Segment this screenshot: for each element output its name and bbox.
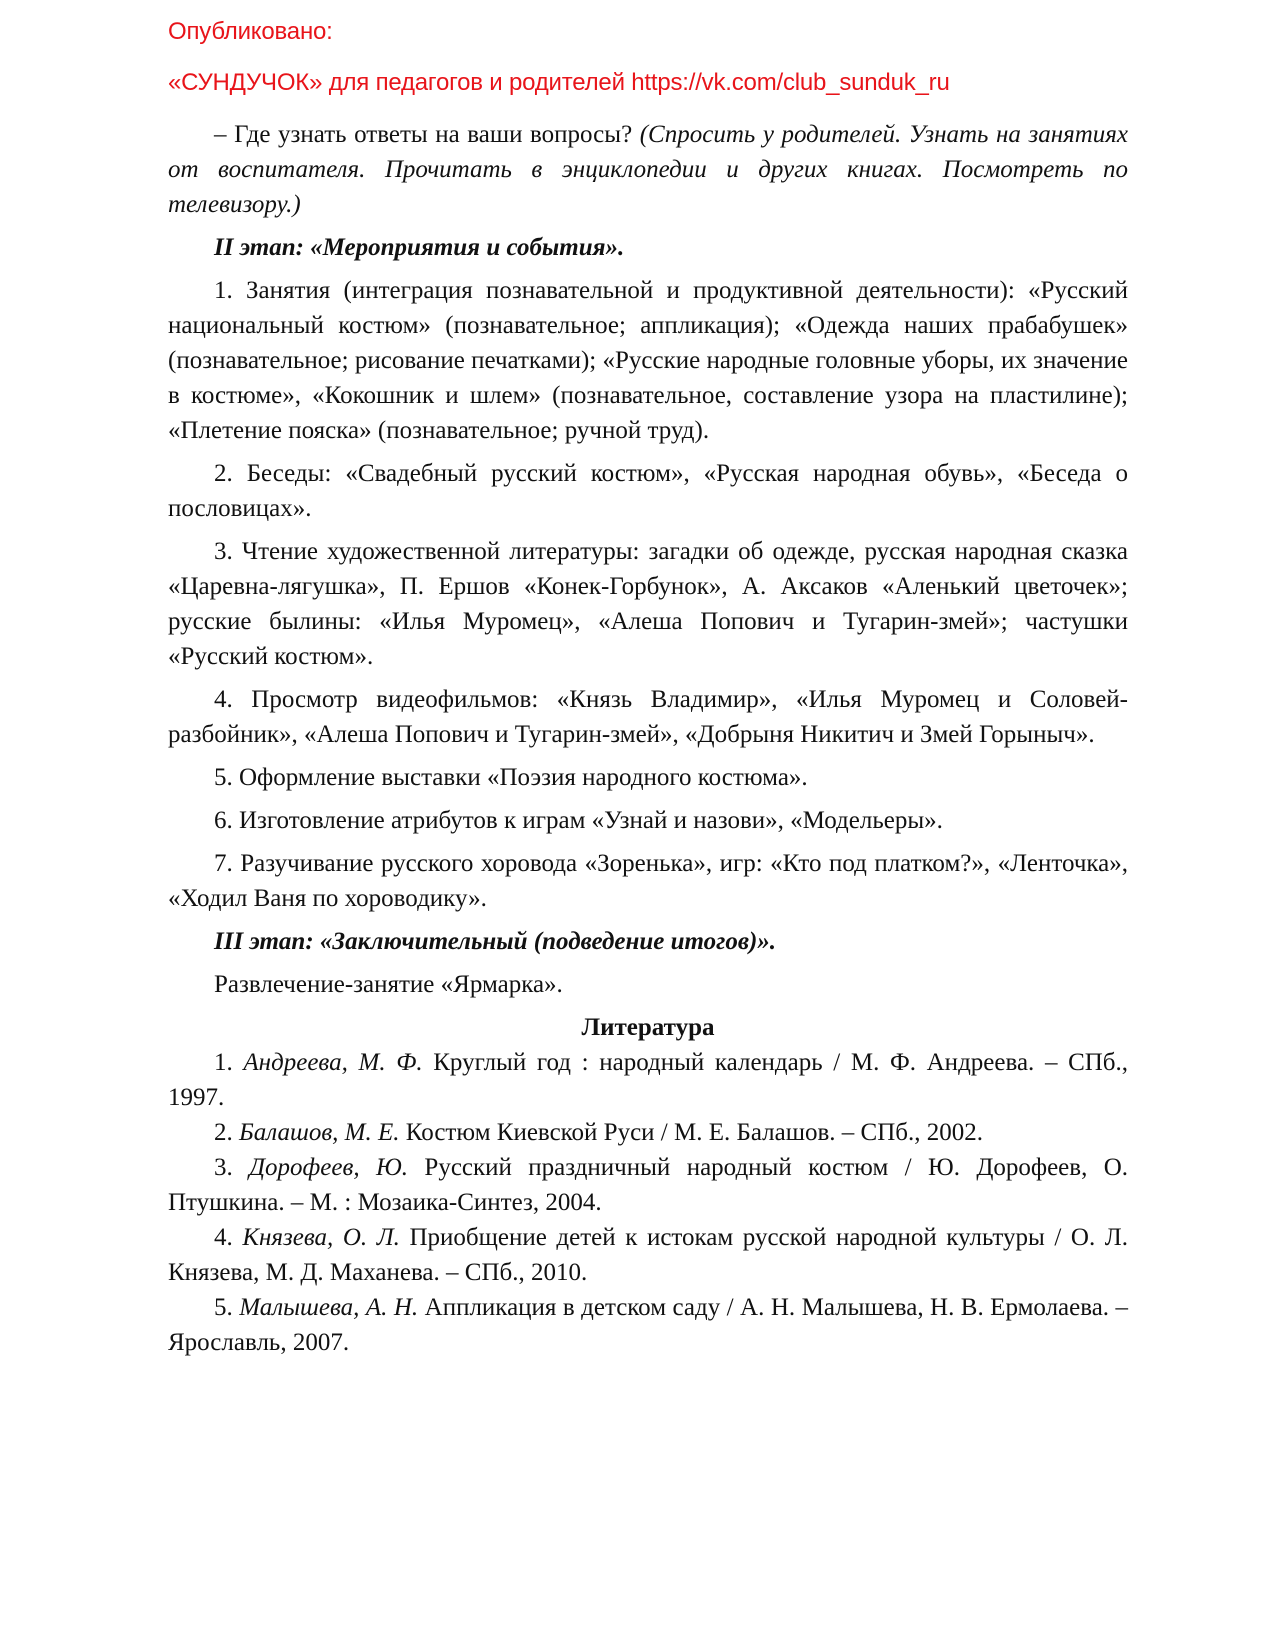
ref-number: 4. [214, 1224, 233, 1251]
literature-title: Литература [581, 1014, 715, 1041]
reference-item [168, 1220, 1128, 1290]
list-item [168, 456, 1128, 526]
item-text: Чтение художественной литературы: загадки об одежде, русская народная сказка «Царевна-лягушка», П. Ершов «Конек-Горбунок», А. Аксаков «Аленький цветочек»; русские былины: «Илья Муромец», «Алеша Попович и Тугарин-змей»; частушки «Русский костюм». [168, 538, 1129, 670]
list-item [168, 803, 1128, 838]
ref-details: Круглый год : народный календарь / М. Ф. Андреева. – СПб., 1997. [168, 1049, 1129, 1111]
item-text: Разучивание русского хоровода «Зоренька», игр: «Кто под платком?», «Ленточка», «Ходил Ваня по хороводику». [168, 850, 1129, 912]
intro-question: – Где узнать ответы на ваши вопросы? [214, 121, 633, 148]
item-text: Беседы: «Свадебный русский костюм», «Русская народная обувь», «Беседа о пословицах». [168, 460, 1129, 522]
item-number: 3. [214, 538, 233, 565]
ref-author: Дорофеев, Ю. [249, 1154, 409, 1181]
reference-item [168, 1150, 1128, 1220]
item-number: 4. [214, 686, 233, 713]
reference-item [168, 1115, 1128, 1150]
ref-number: 1. [214, 1049, 233, 1076]
stage3-title: III этап: «Заключительный (подведение итогов)». [214, 928, 777, 955]
ref-details: Приобщение детей к истокам русской народной культуры / О. Л. Князева, М. Д. Маханева. – СПб., 2010. [168, 1224, 1129, 1286]
list-item [168, 682, 1128, 752]
source-line: «СУНДУЧОК» для педагогов и родителей https://vk.com/club_sunduk_ru [168, 69, 950, 96]
reference-item [168, 1045, 1128, 1115]
published-label: Опубликовано: [168, 18, 333, 45]
item-text: Изготовление атрибутов к играм «Узнай и назови», «Модельеры». [239, 807, 943, 834]
ref-details: Русский праздничный народный костюм / Ю. Дорофеев, О. Птушкина. – М. : Мозаика-Синтез, 2004. [168, 1154, 1129, 1216]
ref-details: Костюм Киевской Руси / М. Е. Балашов. – СПб., 2002. [405, 1119, 984, 1146]
intro-paragraph [168, 117, 1128, 222]
ref-author: Андреева, М. Ф. [243, 1049, 423, 1076]
reference-item [168, 1290, 1128, 1360]
ref-author: Князева, О. Л. [242, 1224, 400, 1251]
item-text: Занятия (интеграция познавательной и продуктивной деятельности): «Русский национальный костюм» (познавательное; аппликация); «Одежда наших прабабушек» (познавательное; рисование печатками); «Русские народные головные уборы, их значение в костюме», «Кокошник и шлем» (познавательное, составление узора на пластилине); «Плетение пояска» (познавательное; ручной труд). [168, 277, 1128, 444]
list-item [168, 846, 1128, 916]
list-item [168, 273, 1128, 448]
ref-author: Малышева, А. Н. [239, 1294, 419, 1321]
document-body [168, 117, 1128, 1360]
ref-details: Аппликация в детском саду / А. Н. Малышева, Н. В. Ермолаева. – Ярославль, 2007. [168, 1294, 1129, 1356]
ref-number: 3. [214, 1154, 233, 1181]
ref-number: 5. [214, 1294, 233, 1321]
ref-number: 2. [214, 1119, 233, 1146]
item-number: 7. [214, 850, 233, 877]
item-text: Оформление выставки «Поэзия народного костюма». [239, 764, 808, 791]
ref-author: Балашов, М. Е. [239, 1119, 400, 1146]
intro-answer: (Спросить у родителей. Узнать на занятиях от воспитателя. Прочитать в энциклопедии и других книгах. Посмотреть по телевизору.) [168, 121, 1128, 218]
item-number: 6. [214, 807, 233, 834]
item-number: 5. [214, 764, 233, 791]
list-item [168, 534, 1128, 674]
stage3-text: Развлечение-занятие «Ярмарка». [214, 971, 563, 998]
item-text: Просмотр видеофильмов: «Князь Владимир», «Илья Муромец и Соловей-разбойник», «Алеша Попович и Тугарин-змей», «Добрыня Никитич и Змей Горыныч». [168, 686, 1129, 748]
stage2-title: II этап: «Мероприятия и события». [214, 234, 625, 261]
item-number: 1. [214, 277, 233, 304]
item-number: 2. [214, 460, 233, 487]
list-item [168, 760, 1128, 795]
